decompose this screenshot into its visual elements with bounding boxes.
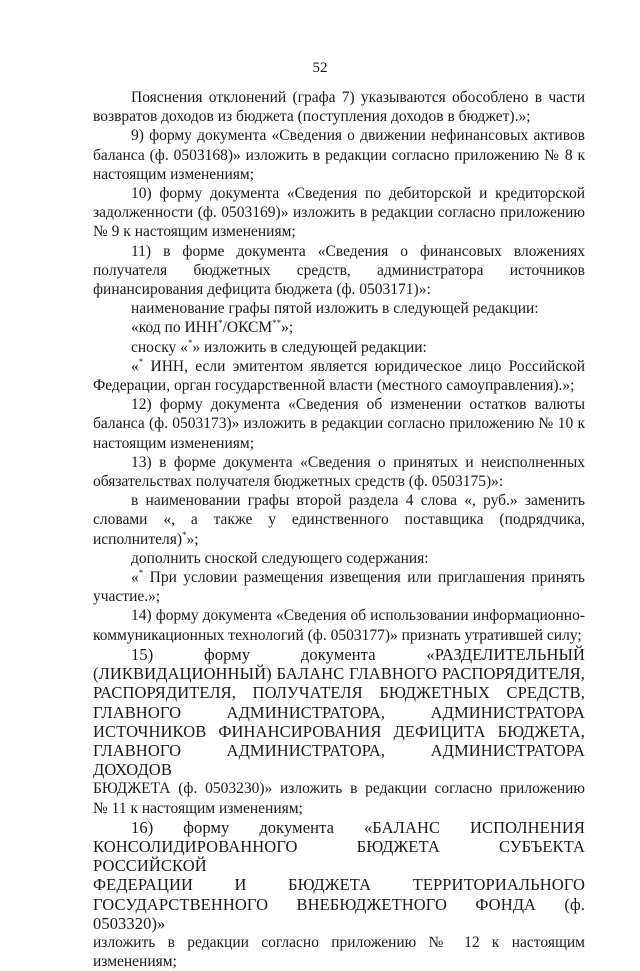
- text-line: № 11 к настоящим изменениям;: [93, 799, 303, 817]
- footnote-mark: *: [218, 318, 223, 329]
- text-fragment: исполнителя): [93, 530, 183, 548]
- text-line: РАСПОРЯДИТЕЛЯ, ПОЛУЧАТЕЛЯ БЮДЖЕТНЫХ СРЕДСТВ,: [93, 683, 585, 703]
- text-line: словами «, а также у единственного поставщика (подрядчика,: [93, 511, 585, 529]
- text-line: коммуникационных технологий (ф. 0503177)» признать утратившей силу;: [93, 626, 582, 644]
- text-line: Пояснения отклонений (графа 7) указываются обособлено в части: [131, 89, 585, 106]
- text-line: изменениям;: [93, 953, 177, 971]
- text-line: 12) форму документа «Сведения об изменении остатков валюты: [131, 396, 585, 414]
- text-line: обязательствах получателя бюджетных средств (ф. 0503175)»:: [93, 473, 504, 491]
- text-line: (ЛИКВИДАЦИОННЫЙ) БАЛАНС ГЛАВНОГО РАСПОРЯДИТЕЛЯ,: [93, 664, 585, 684]
- text-line: изложить в редакции согласно приложению № 12 к настоящим: [93, 933, 585, 951]
- footnote-mark: *: [138, 567, 144, 578]
- text-line: участие.»;: [93, 588, 161, 606]
- text-line: 11) в форме документа «Сведения о финансовых вложениях: [131, 242, 585, 260]
- text-line: задолженности (ф. 0503169)» изложить в редакции согласно приложению: [93, 204, 585, 222]
- text-line: 16) форму документа «БАЛАНС ИСПОЛНЕНИЯ: [131, 817, 585, 837]
- text-line: ГЛАВНОГО АДМИНИСТРАТОРА, АДМИНИСТРАТОРА ДОХОДОВ: [93, 740, 585, 780]
- text-fragment: »;: [281, 319, 294, 337]
- document-body: [93, 88, 585, 971]
- text-line: БЮДЖЕТА (ф. 0503230)» изложить в редакции согласно приложению: [93, 780, 585, 798]
- text-line: ИСТОЧНИКОВ ФИНАНСИРОВАНИЯ ДЕФИЦИТА БЮДЖЕТА,: [93, 721, 585, 741]
- text-line: [93, 530, 585, 549]
- text-line: ГОСУДАРСТВЕННОГО ВНЕБЮДЖЕТНОГО ФОНДА (ф. 0503320)»: [93, 894, 585, 933]
- text-fragment: «: [131, 569, 139, 587]
- text-line: Федерации, орган государственной власти (местного самоуправления).»;: [93, 377, 575, 395]
- text-line: [93, 568, 585, 587]
- text-line: 15) форму документа «РАЗДЕЛИТЕЛЬНЫЙ: [131, 644, 585, 664]
- footnote-mark: *: [182, 529, 187, 540]
- text-line: [93, 318, 585, 337]
- text-line: ФЕДЕРАЦИИ И БЮДЖЕТА ТЕРРИТОРИАЛЬНОГО: [93, 875, 585, 895]
- text-line: [93, 357, 585, 376]
- text-line: баланса (ф. 0503168)» изложить в редакции согласно приложению № 8 к: [93, 146, 585, 164]
- text-fragment: сноску «: [131, 338, 188, 356]
- text-line: 10) форму документа «Сведения по дебиторской и кредиторской: [131, 185, 585, 203]
- text-fragment: «: [131, 357, 139, 375]
- text-line: настоящим изменениям;: [93, 434, 255, 452]
- page-number: 52: [312, 60, 328, 76]
- text-line: возвратов доходов из бюджета (поступления доходов в бюджет).»;: [93, 108, 531, 126]
- text-line: КОНСОЛИДИРОВАННОГО БЮДЖЕТА СУБЪЕКТА РОССИЙСКОЙ: [93, 836, 585, 876]
- text-fragment: ИНН, если эмитентом является юридическое лицо Российской: [143, 357, 585, 375]
- text-line: финансирования дефицита бюджета (ф. 0503171)»:: [93, 281, 431, 299]
- footnote-mark: *: [187, 337, 193, 348]
- text-fragment: При условии размещения извещения или приглашения принять: [143, 569, 585, 587]
- text-line: дополнить сноской следующего содержания:: [131, 549, 429, 567]
- text-fragment: »;: [186, 530, 199, 548]
- text-line: настоящим изменениям;: [93, 165, 255, 183]
- text-line: в наименовании графы второй раздела 4 слова «, руб.» заменить: [131, 492, 585, 510]
- text-line: № 9 к настоящим изменениям;: [93, 223, 296, 241]
- text-line: наименование графы пятой изложить в следующей редакции:: [131, 300, 539, 318]
- text-line: 14) форму документа «Сведения об использовании информационно-: [131, 607, 585, 625]
- text-line: [93, 338, 585, 357]
- text-line: баланса (ф. 0503173)» изложить в редакции согласно приложению № 10 к: [93, 415, 585, 433]
- text-line: 9) форму документа «Сведения о движении нефинансовых активов: [131, 127, 585, 145]
- footnote-mark: **: [272, 318, 282, 329]
- text-line: получателя бюджетных средств, администратора источников: [93, 261, 585, 279]
- text-fragment: » изложить в следующей редакции:: [192, 338, 427, 356]
- text-line: ГЛАВНОГО АДМИНИСТРАТОРА, АДМИНИСТРАТОРА: [93, 702, 585, 722]
- text-fragment: /ОКСМ: [222, 319, 273, 337]
- text-fragment: «код по ИНН: [131, 319, 219, 337]
- footnote-mark: *: [138, 356, 144, 367]
- text-line: 13) в форме документа «Сведения о принятых и неисполненных: [131, 453, 585, 471]
